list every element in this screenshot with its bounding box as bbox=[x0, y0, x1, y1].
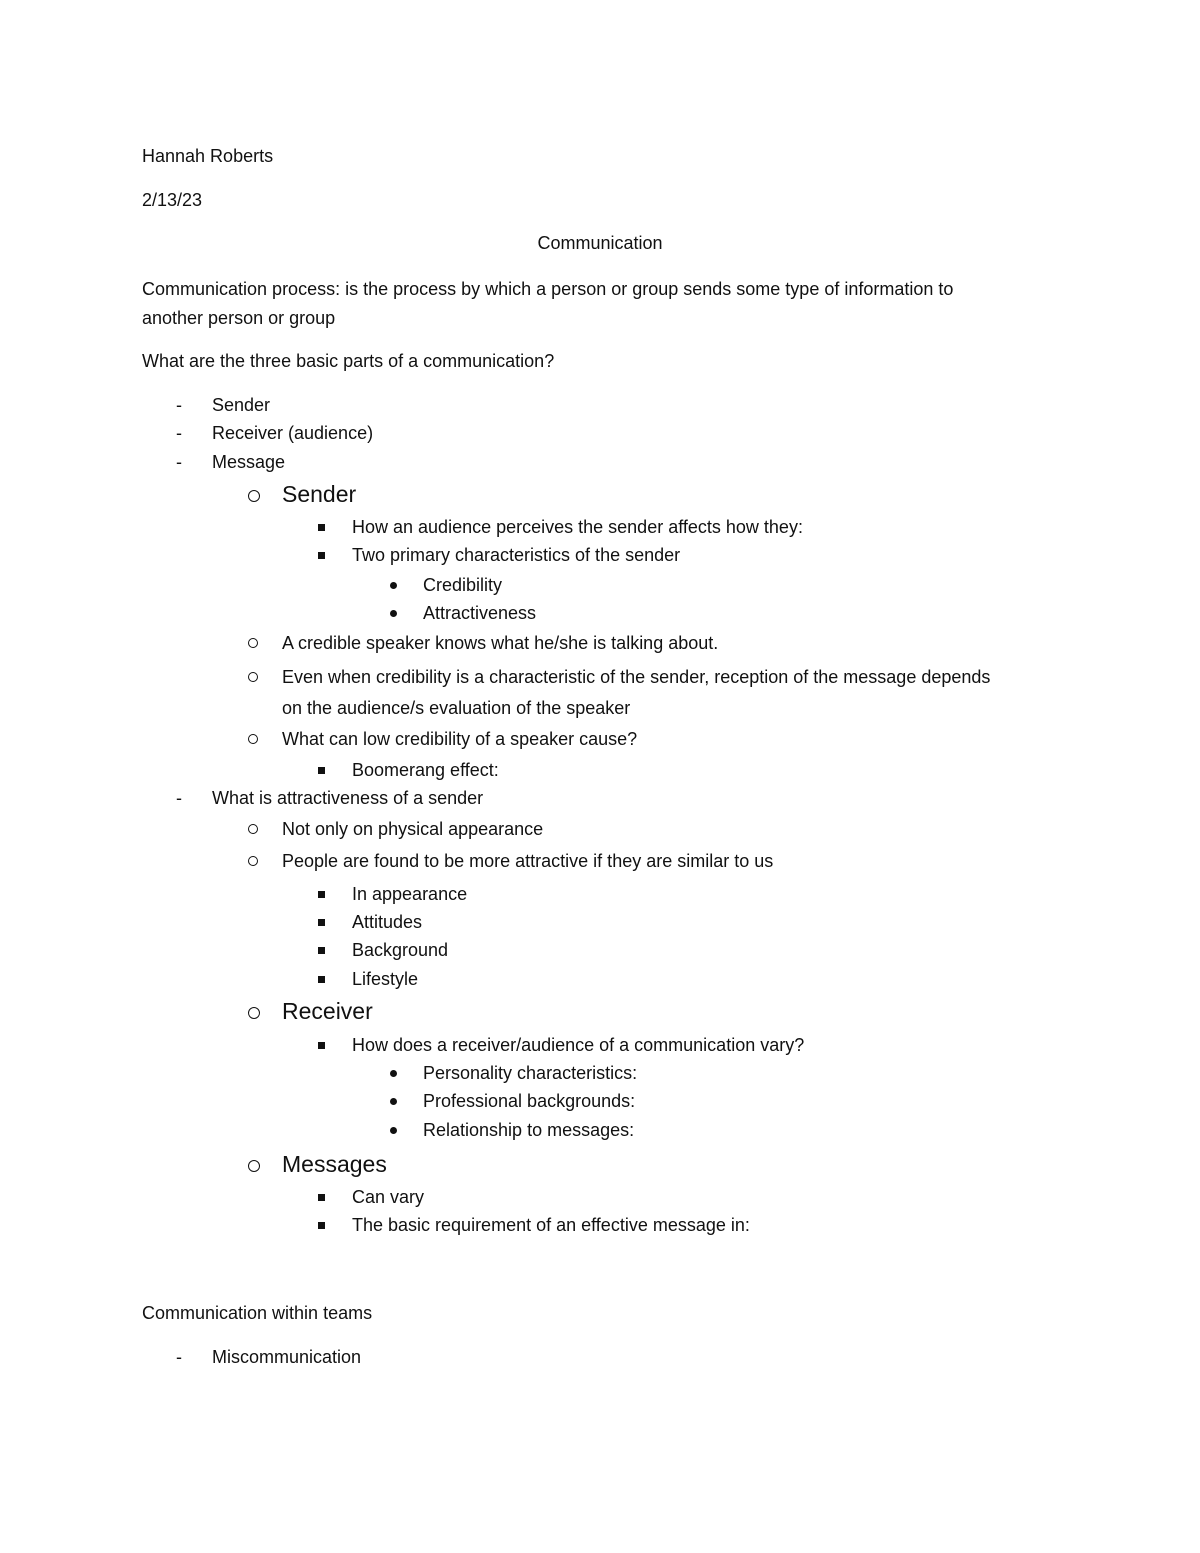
square-bullet-icon bbox=[318, 524, 325, 531]
sender-heading: Sender bbox=[282, 481, 357, 507]
definition-text-2: another person or group bbox=[142, 308, 336, 328]
dash-bullet: - bbox=[176, 423, 182, 443]
square-bullet-icon bbox=[318, 552, 325, 559]
document-date: 2/13/23 bbox=[142, 190, 203, 210]
receiver-item: Relationship to messages: bbox=[423, 1120, 635, 1140]
hollow-circle-bullet-icon bbox=[248, 638, 258, 648]
definition-text-1: Communication process: is the process by which a person or group sends some type of information to bbox=[142, 279, 954, 299]
list-item-label: Sender bbox=[212, 395, 271, 415]
attractiveness-text: Attractiveness bbox=[423, 603, 537, 623]
square-bullet-icon bbox=[318, 1222, 325, 1229]
document-title: Communication bbox=[537, 233, 663, 253]
dash-bullet: - bbox=[176, 1347, 182, 1367]
similarity-item: Attitudes bbox=[352, 912, 423, 932]
basic-requirement-text: The basic requirement of an effective message in: bbox=[352, 1215, 750, 1235]
miscommunication-text: Miscommunication bbox=[212, 1347, 362, 1367]
hollow-circle-bullet-icon bbox=[248, 734, 258, 744]
hollow-circle-bullet-icon bbox=[248, 490, 260, 502]
receiver-heading: Receiver bbox=[282, 998, 373, 1024]
round-bullet-icon bbox=[390, 1098, 397, 1105]
square-bullet-icon bbox=[318, 919, 325, 926]
receiver-vary-text: How does a receiver/audience of a communication vary? bbox=[352, 1035, 805, 1055]
sender-perceive-text: How an audience perceives the sender affects how they: bbox=[352, 517, 803, 537]
messages-heading: Messages bbox=[282, 1151, 387, 1177]
dash-bullet: - bbox=[176, 395, 182, 415]
hollow-circle-bullet-icon bbox=[248, 672, 258, 682]
round-bullet-icon bbox=[390, 610, 397, 617]
parts-question: What are the three basic parts of a communication? bbox=[142, 351, 555, 371]
hollow-circle-bullet-icon bbox=[248, 1007, 260, 1019]
receiver-item: Professional backgrounds: bbox=[423, 1091, 636, 1111]
square-bullet-icon bbox=[318, 976, 325, 983]
square-bullet-icon bbox=[318, 1042, 325, 1049]
people-found-text: People are found to be more attractive if they are similar to us bbox=[282, 851, 774, 871]
square-bullet-icon bbox=[318, 767, 325, 774]
round-bullet-icon bbox=[390, 1127, 397, 1134]
boomerang-text: Boomerang effect: bbox=[352, 760, 499, 780]
similarity-item: Background bbox=[352, 940, 449, 960]
square-bullet-icon bbox=[318, 891, 325, 898]
round-bullet-icon bbox=[390, 1070, 397, 1077]
hollow-circle-bullet-icon bbox=[248, 856, 258, 866]
low-credibility-text: What can low credibility of a speaker cause? bbox=[282, 729, 638, 749]
attractiveness-question: What is attractiveness of a sender bbox=[212, 788, 484, 808]
similarity-item: Lifestyle bbox=[352, 969, 419, 989]
teams-heading: Communication within teams bbox=[142, 1303, 373, 1323]
can-vary-text: Can vary bbox=[352, 1187, 425, 1207]
not-only-text: Not only on physical appearance bbox=[282, 819, 544, 839]
dash-bullet: - bbox=[176, 452, 182, 472]
hollow-circle-bullet-icon bbox=[248, 824, 258, 834]
credible-speaker-text: A credible speaker knows what he/she is talking about. bbox=[282, 633, 719, 653]
credibility-text: Credibility bbox=[423, 575, 503, 595]
round-bullet-icon bbox=[390, 582, 397, 589]
even-when-text-2: on the audience/s evaluation of the speaker bbox=[282, 698, 631, 718]
square-bullet-icon bbox=[318, 947, 325, 954]
list-item-label: Receiver (audience) bbox=[212, 423, 374, 443]
author-name: Hannah Roberts bbox=[142, 146, 274, 166]
list-item-label: Message bbox=[212, 452, 286, 472]
square-bullet-icon bbox=[318, 1194, 325, 1201]
similarity-item: In appearance bbox=[352, 884, 468, 904]
hollow-circle-bullet-icon bbox=[248, 1160, 260, 1172]
receiver-item: Personality characteristics: bbox=[423, 1063, 638, 1083]
sender-two-primary-text: Two primary characteristics of the sender bbox=[352, 545, 681, 565]
even-when-text-1: Even when credibility is a characteristic of the sender, reception of the message depends bbox=[282, 667, 991, 687]
dash-bullet: - bbox=[176, 788, 182, 808]
